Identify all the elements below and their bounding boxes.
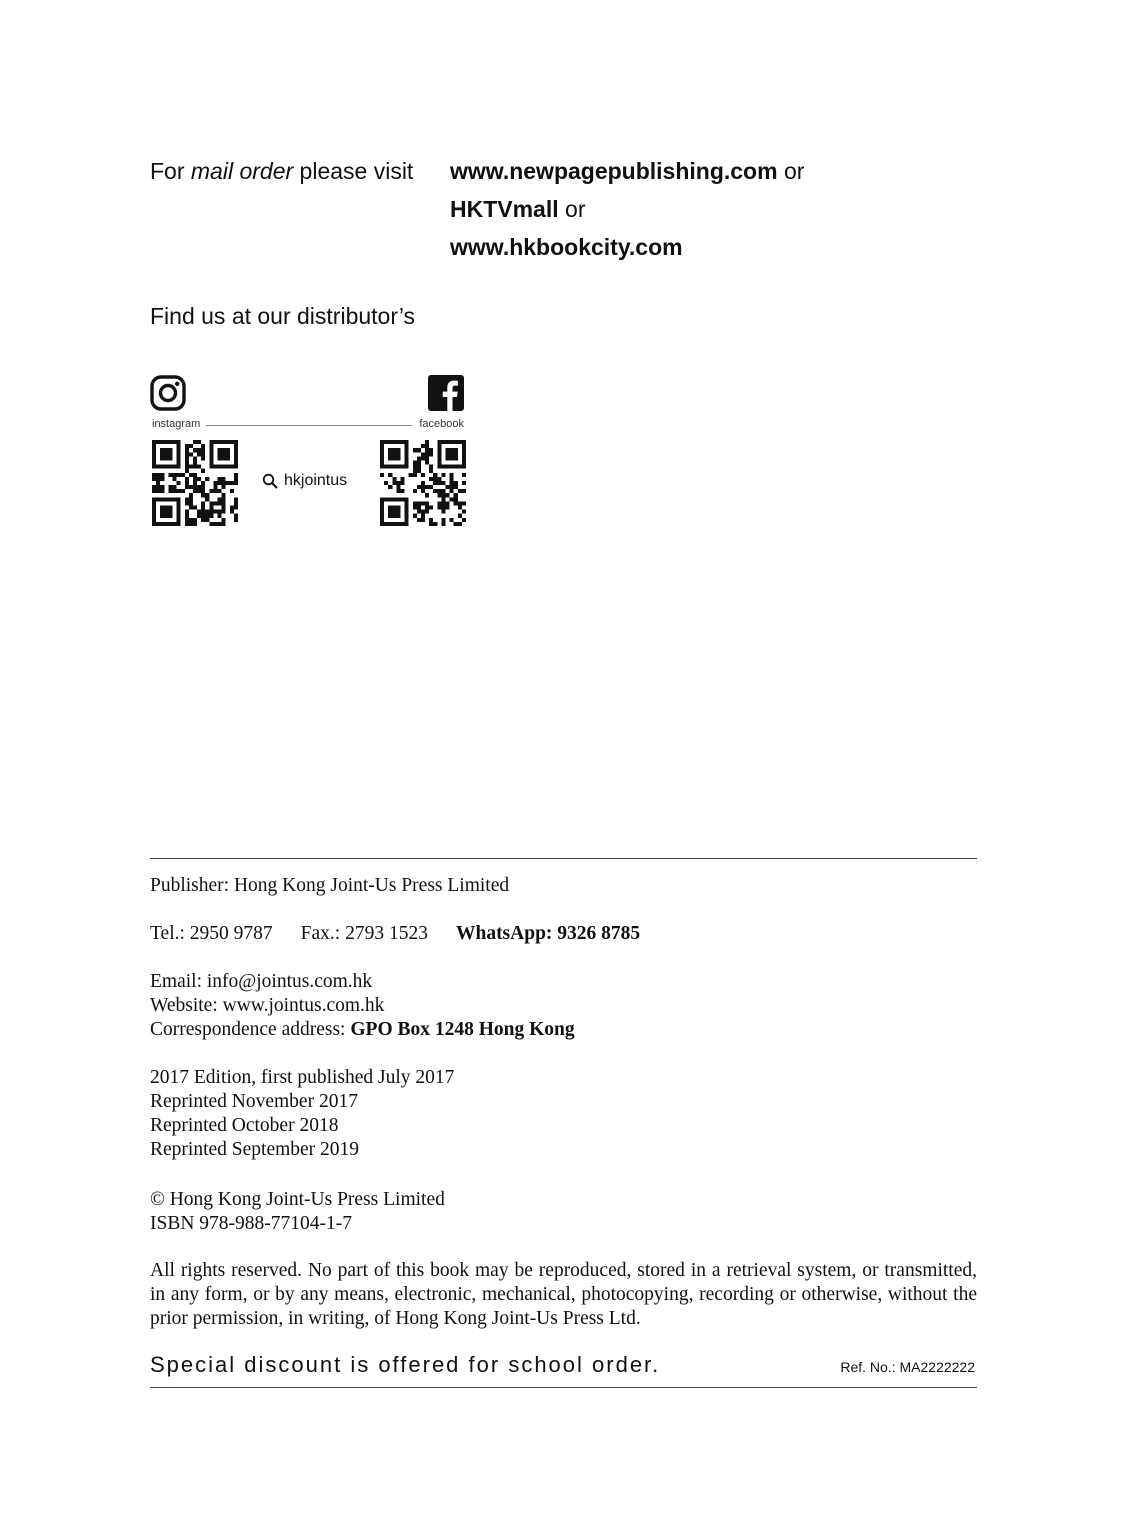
instagram-icon[interactable] — [150, 375, 186, 411]
facebook-icon[interactable] — [428, 375, 464, 411]
publisher-line: Publisher: Hong Kong Joint-Us Press Limited — [150, 875, 510, 896]
hkbookcity-link[interactable]: www.hkbookcity.com — [450, 234, 683, 260]
fax-text: Fax.: 2793 1523 — [300, 923, 428, 944]
edition-line: 2017 Edition, first published July 2017 — [150, 1067, 455, 1088]
distributor-heading: Find us at our distributor’s — [150, 303, 416, 329]
footer-row — [150, 1352, 977, 1378]
mail-order-block — [150, 152, 804, 266]
newpage-link[interactable]: www.newpagepublishing.com — [450, 158, 778, 184]
divider-line — [206, 425, 412, 426]
or-word: or — [565, 196, 586, 222]
edition-line: Reprinted September 2019 — [150, 1139, 360, 1160]
ref-number: Ref. No.: MA2222222 — [840, 1359, 975, 1375]
isbn-line: ISBN 978-988-77104-1-7 — [150, 1213, 353, 1234]
facebook-label: facebook — [419, 418, 464, 430]
contact-details — [150, 970, 575, 1042]
whatsapp-text: WhatsApp: 9326 8785 — [455, 923, 641, 944]
facebook-qr-code[interactable] — [380, 440, 466, 526]
or-word: or — [783, 158, 805, 184]
copyright-line: © Hong Kong Joint-Us Press Limited — [150, 1189, 445, 1210]
contact-line — [150, 922, 640, 946]
lead-text-after: please visit — [293, 158, 414, 184]
address-line — [150, 1018, 575, 1042]
instagram-label: instagram — [152, 418, 201, 430]
hktvmall-link[interactable]: HKTVmall — [450, 196, 559, 222]
edition-line: Reprinted November 2017 — [150, 1091, 358, 1112]
handle-search[interactable] — [262, 472, 347, 490]
top-divider — [150, 858, 977, 859]
edition-history — [150, 1066, 454, 1162]
handle-text: hkjointus — [284, 472, 348, 489]
address-value: GPO Box 1248 Hong Kong — [350, 1019, 575, 1040]
tel-text: Tel.: 2950 9787 — [150, 923, 273, 944]
bottom-divider — [150, 1387, 977, 1388]
social-block — [150, 372, 468, 528]
email-text: Email: info@jointus.com.hk — [150, 971, 373, 992]
mail-order-lead — [150, 152, 450, 190]
address-label: Correspondence address: — [150, 1019, 351, 1040]
search-icon — [262, 473, 278, 489]
discount-notice: Special discount is offered for school order. — [150, 1352, 661, 1377]
instagram-qr-code[interactable] — [152, 440, 238, 526]
website-text: Website: www.jointus.com.hk — [150, 995, 385, 1016]
lead-text-before: For — [150, 158, 191, 184]
lead-text-italic: mail order — [190, 158, 294, 184]
copyright-block — [150, 1188, 445, 1236]
rights-notice: All rights reserved. No part of this book may be reproduced, stored in a retrieval system, or transmitted, in any form, or by any means, electronic, mechanical, photocopying, recording or otherwise, without the prior permission, in writing, of Hong Kong Joint-Us Press Ltd. — [150, 1260, 977, 1329]
edition-line: Reprinted October 2018 — [150, 1115, 339, 1136]
